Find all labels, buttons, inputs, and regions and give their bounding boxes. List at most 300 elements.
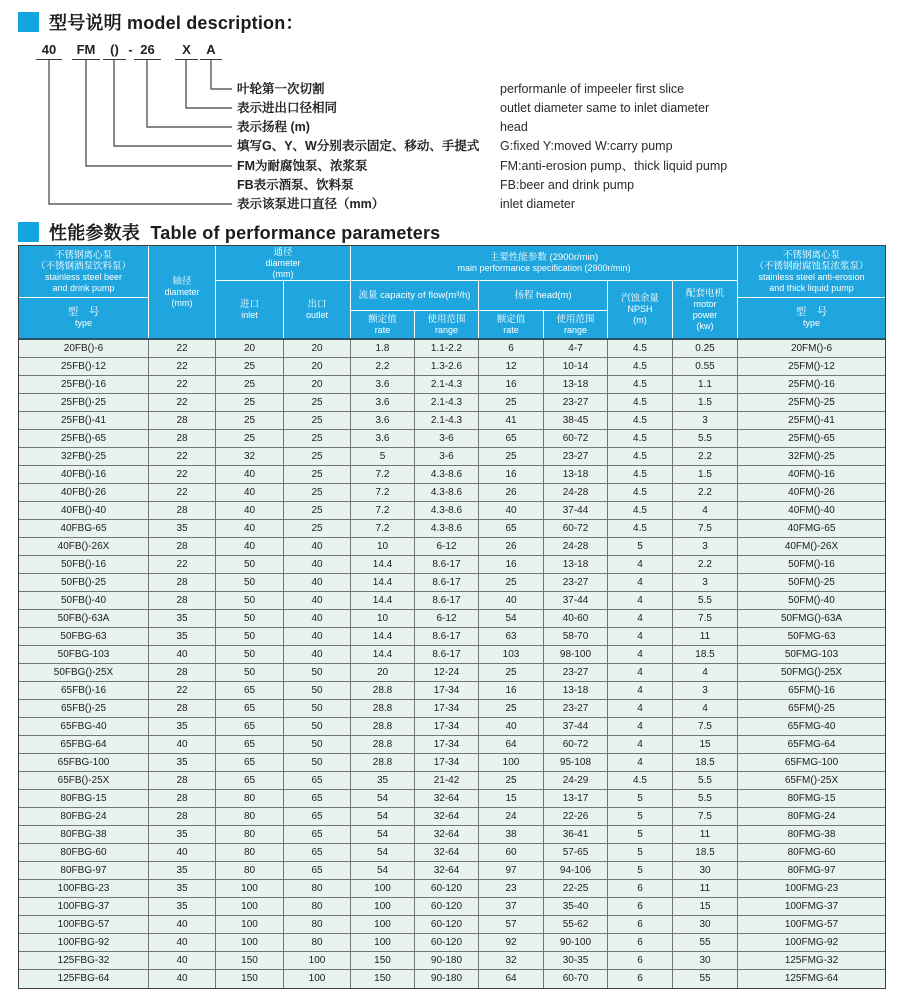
table-cell: 40 — [479, 718, 544, 736]
table-cell: 40 — [479, 592, 544, 610]
table-cell: 25FM()-41 — [738, 412, 885, 430]
table-cell: 4 — [608, 682, 673, 700]
table-cell: 80FMG-38 — [738, 826, 885, 844]
table-cell: 32-64 — [415, 790, 479, 808]
table-cell: 60-120 — [415, 934, 479, 952]
diagram-label-en: performanle of impeeler first slice — [500, 82, 685, 96]
model-code-impeller-slice: A — [200, 42, 222, 60]
table-cell: 65FMG-64 — [738, 736, 885, 754]
table-cell: 125FBG-64 — [19, 970, 149, 988]
table-cell: 80FMG-15 — [738, 790, 885, 808]
table-cell: 5.5 — [673, 790, 738, 808]
table-cell: 28.8 — [351, 736, 415, 754]
table-cell: 80FMG-97 — [738, 862, 885, 880]
table-cell: 65FM()-16 — [738, 682, 885, 700]
table-cell: 50FM()-25 — [738, 574, 885, 592]
table-cell: 4 — [608, 574, 673, 592]
table-cell: 4 — [608, 628, 673, 646]
table-cell: 7.5 — [673, 718, 738, 736]
model-code-dash: - — [128, 42, 133, 57]
diagram-label-en: FB:beer and drink pump — [500, 178, 635, 192]
diagram-label-zh: FB表示酒泵、饮料泵 — [237, 178, 354, 192]
table-cell: 65 — [216, 772, 284, 790]
table-cell: 24-28 — [544, 538, 608, 556]
table-row — [19, 682, 885, 700]
table-cell: 90-180 — [415, 970, 479, 988]
table-cell: 50 — [216, 592, 284, 610]
table-cell: 3-6 — [415, 430, 479, 448]
table-cell: 25FM()-12 — [738, 358, 885, 376]
table-row — [19, 664, 885, 682]
table-cell: 18.5 — [673, 754, 738, 772]
table-cell: 30-35 — [544, 952, 608, 970]
model-description-title — [18, 9, 304, 35]
section-bullet-icon — [18, 12, 39, 32]
table-cell: 6 — [479, 340, 544, 358]
table-cell: 40 — [216, 502, 284, 520]
table-row — [19, 430, 885, 448]
table-cell: 65FMG-40 — [738, 718, 885, 736]
model-code-connector-lines — [0, 38, 900, 218]
table-cell: 35 — [149, 520, 216, 538]
table-cell: 64 — [479, 970, 544, 988]
table-cell: 60-72 — [544, 520, 608, 538]
table-cell: 8.6-17 — [415, 592, 479, 610]
table-cell: 50FB()-16 — [19, 556, 149, 574]
table-cell: 100 — [351, 880, 415, 898]
table-cell: 3.6 — [351, 412, 415, 430]
table-cell: 14.4 — [351, 574, 415, 592]
table-cell: 50FMG()-25X — [738, 664, 885, 682]
table-cell: 100 — [216, 880, 284, 898]
table-cell: 28.8 — [351, 754, 415, 772]
table-cell: 28 — [149, 790, 216, 808]
table-cell: 5 — [608, 862, 673, 880]
table-cell: 17-34 — [415, 700, 479, 718]
header-shaft-diameter: 轴径 diameter (mm) — [149, 246, 216, 338]
table-cell: 6 — [608, 952, 673, 970]
table-cell: 125FBG-32 — [19, 952, 149, 970]
table-cell: 3.6 — [351, 376, 415, 394]
table-cell: 1.8 — [351, 340, 415, 358]
table-cell: 5 — [608, 844, 673, 862]
table-cell: 35 — [149, 880, 216, 898]
table-cell: 60-120 — [415, 880, 479, 898]
table-cell: 60-70 — [544, 970, 608, 988]
table-cell: 3 — [673, 538, 738, 556]
table-cell: 65 — [216, 718, 284, 736]
header-motor-power: 配套电机 motor power (kw) — [673, 281, 738, 338]
header-main-performance: 主要性能参数 (2900r/min) main performance specification (2900r/min) — [351, 246, 738, 281]
table-cell: 22 — [149, 466, 216, 484]
table-cell: 65FB()-16 — [19, 682, 149, 700]
table-cell: 32-64 — [415, 844, 479, 862]
table-cell: 22 — [149, 358, 216, 376]
table-cell: 40FMG-65 — [738, 520, 885, 538]
table-cell: 16 — [479, 466, 544, 484]
table-cell: 40FM()-26X — [738, 538, 885, 556]
table-cell: 14.4 — [351, 628, 415, 646]
table-cell: 100 — [216, 898, 284, 916]
table-cell: 100 — [479, 754, 544, 772]
table-cell: 28 — [149, 430, 216, 448]
table-cell: 40-60 — [544, 610, 608, 628]
table-cell: 28 — [149, 574, 216, 592]
table-cell: 40 — [149, 844, 216, 862]
table-cell: 17-34 — [415, 682, 479, 700]
table-cell: 100 — [351, 934, 415, 952]
table-cell: 40 — [216, 520, 284, 538]
table-cell: 25 — [216, 394, 284, 412]
table-cell: 80 — [216, 826, 284, 844]
table-cell: 5 — [608, 538, 673, 556]
header-head-range: 使用范围 range — [544, 311, 608, 338]
table-cell: 17-34 — [415, 718, 479, 736]
table-cell: 22 — [149, 340, 216, 358]
table-cell: 28 — [149, 700, 216, 718]
table-cell: 25 — [216, 412, 284, 430]
table-cell: 13-18 — [544, 376, 608, 394]
table-row — [19, 574, 885, 592]
table-cell: 41 — [479, 412, 544, 430]
table-cell: 50 — [284, 754, 351, 772]
table-cell: 2.2 — [351, 358, 415, 376]
table-cell: 4.5 — [608, 412, 673, 430]
table-cell: 25 — [479, 664, 544, 682]
table-cell: 28 — [149, 592, 216, 610]
table-cell: 6-12 — [415, 538, 479, 556]
table-cell: 21-42 — [415, 772, 479, 790]
section1-title-en: model description： — [127, 13, 304, 33]
table-cell: 65 — [284, 826, 351, 844]
table-header — [19, 246, 885, 340]
table-cell: 25FB()-16 — [19, 376, 149, 394]
table-row — [19, 412, 885, 430]
table-cell: 80 — [216, 790, 284, 808]
section-bullet-icon — [18, 222, 39, 242]
table-cell: 4 — [608, 718, 673, 736]
table-cell: 6 — [608, 970, 673, 988]
table-cell: 4 — [608, 556, 673, 574]
table-cell: 28 — [149, 538, 216, 556]
table-cell: 50 — [284, 736, 351, 754]
table-cell: 8.6-17 — [415, 556, 479, 574]
table-cell: 40 — [149, 646, 216, 664]
table-cell: 58-70 — [544, 628, 608, 646]
table-cell: 65 — [284, 844, 351, 862]
table-cell: 15 — [479, 790, 544, 808]
table-cell: 37 — [479, 898, 544, 916]
table-cell: 4-7 — [544, 340, 608, 358]
table-cell: 4.5 — [608, 376, 673, 394]
table-cell: 60-72 — [544, 736, 608, 754]
table-row — [19, 556, 885, 574]
table-cell: 23 — [479, 880, 544, 898]
table-cell: 6 — [608, 898, 673, 916]
table-cell: 4.5 — [608, 772, 673, 790]
table-cell: 8.6-17 — [415, 646, 479, 664]
table-cell: 63 — [479, 628, 544, 646]
table-row — [19, 376, 885, 394]
table-cell: 6 — [608, 916, 673, 934]
diagram-label-en: inlet diameter — [500, 197, 576, 211]
table-cell: 11 — [673, 628, 738, 646]
table-cell: 64 — [479, 736, 544, 754]
table-cell: 28 — [149, 412, 216, 430]
table-row — [19, 592, 885, 610]
table-cell: 40FM()-26 — [738, 484, 885, 502]
table-cell: 150 — [216, 970, 284, 988]
table-cell: 4.3-8.6 — [415, 520, 479, 538]
table-row — [19, 736, 885, 754]
header-inlet: 进口 inlet — [216, 281, 284, 338]
table-cell: 100FMG-37 — [738, 898, 885, 916]
table-cell: 50FMG()-63A — [738, 610, 885, 628]
table-cell: 50FM()-16 — [738, 556, 885, 574]
table-cell: 25 — [479, 448, 544, 466]
table-cell: 50FB()-25 — [19, 574, 149, 592]
table-cell: 18.5 — [673, 844, 738, 862]
diagram-label-en: FM:anti-erosion pump、thick liquid pump — [500, 159, 728, 173]
model-code-mount-type: () — [103, 42, 126, 60]
table-cell: 65FM()-25X — [738, 772, 885, 790]
table-cell: 4 — [608, 736, 673, 754]
table-cell: 13-17 — [544, 790, 608, 808]
table-cell: 80FBG-97 — [19, 862, 149, 880]
performance-table-title — [18, 219, 440, 245]
table-row — [19, 466, 885, 484]
table-cell: 12-24 — [415, 664, 479, 682]
table-cell: 40FB()-40 — [19, 502, 149, 520]
table-cell: 40 — [284, 538, 351, 556]
table-cell: 55 — [673, 934, 738, 952]
table-cell: 25 — [479, 700, 544, 718]
diagram-label-zh: 叶轮第一次切割 — [237, 82, 325, 96]
table-cell: 38-45 — [544, 412, 608, 430]
table-cell: 7.2 — [351, 502, 415, 520]
table-cell: 26 — [479, 484, 544, 502]
table-cell: 40 — [284, 628, 351, 646]
table-cell: 4 — [608, 646, 673, 664]
header-flow-range: 使用范围 range — [415, 311, 479, 338]
table-cell: 25 — [216, 430, 284, 448]
table-cell: 3 — [673, 412, 738, 430]
table-cell: 25FM()-25 — [738, 394, 885, 412]
table-cell: 25 — [479, 574, 544, 592]
table-cell: 40FB()-16 — [19, 466, 149, 484]
table-cell: 28 — [149, 808, 216, 826]
diagram-label-zh: FM为耐腐蚀泵、浓浆泵 — [237, 159, 368, 173]
table-cell: 14.4 — [351, 646, 415, 664]
table-cell: 22-26 — [544, 808, 608, 826]
table-cell: 4.5 — [608, 394, 673, 412]
table-cell: 3 — [673, 682, 738, 700]
table-cell: 24 — [479, 808, 544, 826]
table-cell: 37-44 — [544, 718, 608, 736]
table-cell: 80 — [284, 916, 351, 934]
table-cell: 35-40 — [544, 898, 608, 916]
table-row — [19, 754, 885, 772]
table-cell: 20 — [284, 358, 351, 376]
header-flow-capacity: 流量 capacity of flow(m³/h) — [351, 281, 479, 311]
table-cell: 10 — [351, 538, 415, 556]
table-cell: 40FB()-26X — [19, 538, 149, 556]
table-cell: 125FMG-32 — [738, 952, 885, 970]
table-cell: 16 — [479, 376, 544, 394]
table-cell: 40 — [149, 952, 216, 970]
table-cell: 4 — [673, 502, 738, 520]
table-cell: 80 — [284, 880, 351, 898]
table-cell: 40 — [149, 736, 216, 754]
table-cell: 7.2 — [351, 520, 415, 538]
table-cell: 25 — [216, 358, 284, 376]
table-row — [19, 844, 885, 862]
table-cell: 40 — [216, 466, 284, 484]
table-cell: 100FBG-23 — [19, 880, 149, 898]
diagram-label-en: G:fixed Y:moved W:carry pump — [500, 139, 673, 153]
table-cell: 54 — [479, 610, 544, 628]
table-cell: 40 — [149, 916, 216, 934]
table-cell: 54 — [351, 826, 415, 844]
table-row — [19, 790, 885, 808]
table-cell: 55-62 — [544, 916, 608, 934]
table-cell: 7.5 — [673, 808, 738, 826]
table-cell: 4.5 — [608, 502, 673, 520]
section-title-text — [49, 9, 304, 35]
header-fb-pump-name: 不锈钢离心泵 （不锈钢酒泵饮料泵） stainless steel beer and drink pump — [19, 246, 149, 298]
table-cell: 150 — [216, 952, 284, 970]
table-cell: 2.2 — [673, 484, 738, 502]
table-cell: 5 — [608, 790, 673, 808]
table-cell: 28 — [149, 502, 216, 520]
table-cell: 2.1-4.3 — [415, 412, 479, 430]
table-cell: 40 — [284, 574, 351, 592]
table-cell: 60-72 — [544, 430, 608, 448]
table-cell: 5 — [608, 808, 673, 826]
table-row — [19, 628, 885, 646]
table-cell: 125FMG-64 — [738, 970, 885, 988]
table-cell: 40 — [216, 538, 284, 556]
table-row — [19, 898, 885, 916]
table-row — [19, 916, 885, 934]
table-cell: 40 — [284, 556, 351, 574]
table-cell: 80 — [216, 808, 284, 826]
table-cell: 25FM()-65 — [738, 430, 885, 448]
table-cell: 50 — [216, 610, 284, 628]
table-cell: 50FM()-40 — [738, 592, 885, 610]
table-cell: 3-6 — [415, 448, 479, 466]
table-cell: 25 — [284, 412, 351, 430]
table-cell: 32-64 — [415, 862, 479, 880]
table-cell: 100 — [284, 952, 351, 970]
table-cell: 4.5 — [608, 466, 673, 484]
table-cell: 11 — [673, 826, 738, 844]
table-cell: 50FMG-63 — [738, 628, 885, 646]
table-cell: 80FBG-24 — [19, 808, 149, 826]
table-cell: 25 — [284, 448, 351, 466]
table-cell: 65 — [216, 736, 284, 754]
table-cell: 22 — [149, 394, 216, 412]
table-cell: 25 — [284, 502, 351, 520]
model-code-head: 26 — [134, 42, 161, 60]
table-cell: 13-18 — [544, 556, 608, 574]
section2-title-zh: 性能参数表 — [49, 223, 140, 243]
table-cell: 13-18 — [544, 682, 608, 700]
table-cell: 54 — [351, 790, 415, 808]
table-cell: 65 — [284, 772, 351, 790]
table-cell: 50 — [284, 700, 351, 718]
table-cell: 4 — [608, 664, 673, 682]
table-cell: 23-27 — [544, 664, 608, 682]
table-cell: 17-34 — [415, 736, 479, 754]
table-cell: 2.1-4.3 — [415, 394, 479, 412]
table-row — [19, 826, 885, 844]
model-code-pump-series: FM — [72, 42, 100, 60]
table-row — [19, 808, 885, 826]
table-cell: 37-44 — [544, 502, 608, 520]
section1-title-zh: 型号说明 — [49, 13, 122, 33]
table-row — [19, 646, 885, 664]
table-cell: 25FB()-25 — [19, 394, 149, 412]
diagram-label-zh: 表示进出口径相同 — [237, 101, 338, 115]
table-cell: 54 — [351, 844, 415, 862]
table-cell: 30 — [673, 952, 738, 970]
table-cell: 1.3-2.6 — [415, 358, 479, 376]
table-cell: 25 — [284, 430, 351, 448]
table-cell: 97 — [479, 862, 544, 880]
table-cell: 57 — [479, 916, 544, 934]
performance-table — [18, 245, 886, 989]
table-cell: 7.2 — [351, 466, 415, 484]
table-cell: 25FB()-12 — [19, 358, 149, 376]
table-cell: 50FBG()-25X — [19, 664, 149, 682]
table-cell: 10-14 — [544, 358, 608, 376]
table-cell: 17-34 — [415, 754, 479, 772]
table-cell: 15 — [673, 736, 738, 754]
table-cell: 94-106 — [544, 862, 608, 880]
table-row — [19, 484, 885, 502]
table-cell: 23-27 — [544, 700, 608, 718]
table-cell: 40 — [479, 502, 544, 520]
table-cell: 25 — [284, 466, 351, 484]
table-cell: 4 — [608, 700, 673, 718]
table-cell: 40 — [284, 610, 351, 628]
table-cell: 90-180 — [415, 952, 479, 970]
table-cell: 23-27 — [544, 394, 608, 412]
table-cell: 65FBG-40 — [19, 718, 149, 736]
table-cell: 32-64 — [415, 808, 479, 826]
table-cell: 98-100 — [544, 646, 608, 664]
table-cell: 40 — [216, 484, 284, 502]
table-row — [19, 340, 885, 358]
table-row — [19, 394, 885, 412]
table-cell: 100FBG-37 — [19, 898, 149, 916]
table-cell: 20 — [216, 340, 284, 358]
table-cell: 50 — [216, 574, 284, 592]
table-cell: 25 — [479, 772, 544, 790]
table-body — [19, 340, 885, 988]
section-title-text — [49, 219, 440, 245]
table-cell: 2.2 — [673, 556, 738, 574]
header-fb-type: 型 号 type — [19, 298, 149, 338]
table-cell: 50FBG-63 — [19, 628, 149, 646]
table-cell: 55 — [673, 970, 738, 988]
table-cell: 7.2 — [351, 484, 415, 502]
table-cell: 6 — [608, 934, 673, 952]
diagram-label-en: head — [500, 120, 528, 134]
table-cell: 40FM()-16 — [738, 466, 885, 484]
table-cell: 22 — [149, 376, 216, 394]
